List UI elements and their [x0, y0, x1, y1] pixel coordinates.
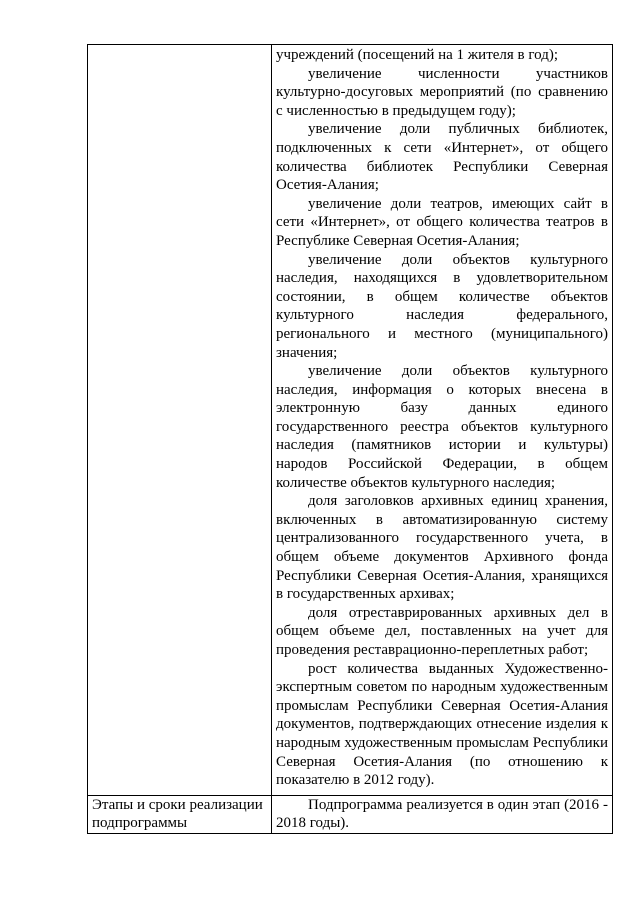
stages-value: Подпрограмма реализуется в один этап (2016 - 2018 годы).	[276, 796, 608, 832]
indicator-paragraph: доля отреставрированных архивных дел в общем объеме дел, поставленных на учет для проведения реставрационно-переплетных работ;	[276, 604, 608, 658]
table-row	[88, 795, 613, 833]
indicator-paragraph: увеличение численности участников культурно-досуговых мероприятий (по сравнению с численностью в предыдущем году);	[276, 65, 608, 119]
row-label-cell	[88, 45, 272, 796]
stages-label: Этапы и сроки реализации подпрограммы	[88, 795, 272, 833]
indicator-paragraph: увеличение доли объектов культурного наследия, информация о которых внесена в электронную базу данных единого государственного реестра объектов культурного наследия (памятников истории и культуры) народов Российской Федерации, в общем количестве объектов культурного наследия;	[276, 363, 608, 491]
indicator-paragraph: увеличение доли публичных библиотек, подключенных к сети «Интернет», от общего количества библиотек Республики Северная Осетия-Алания;	[276, 121, 608, 194]
stages-value-cell	[272, 795, 613, 833]
subprogram-passport-table	[87, 44, 613, 834]
indicator-paragraph: рост количества выданных Художественно-экспертным советом по народным художественным промыслам Республики Северная Осетия-Алания документов, подтверждающих отнесение изделия к народным художественным промыслам Республики Северная Осетия-Алания (по отношению к показателю в 2012 году).	[276, 660, 608, 789]
indicator-paragraph: увеличение доли объектов культурного наследия, находящихся в удовлетворительном состоянии, в общем количестве объектов культурного наследия федерального, регионального и местного (муниципального) значения;	[276, 251, 608, 361]
table-row	[88, 45, 613, 796]
indicator-paragraph: учреждений (посещений на 1 жителя в год);	[276, 47, 559, 63]
indicator-paragraph: увеличение доли театров, имеющих сайт в сети «Интернет», от общего количества театров в Республике Северная Осетия-Алания;	[276, 195, 608, 249]
indicator-paragraph: доля заголовков архивных единиц хранения, включенных в автоматизированную систему централизованного государственного учета, в общем объеме документов Архивного фонда Республики Северная Осетия-Алания, хранящихся в государственных архивах;	[276, 493, 608, 603]
indicators-cell	[272, 45, 613, 796]
